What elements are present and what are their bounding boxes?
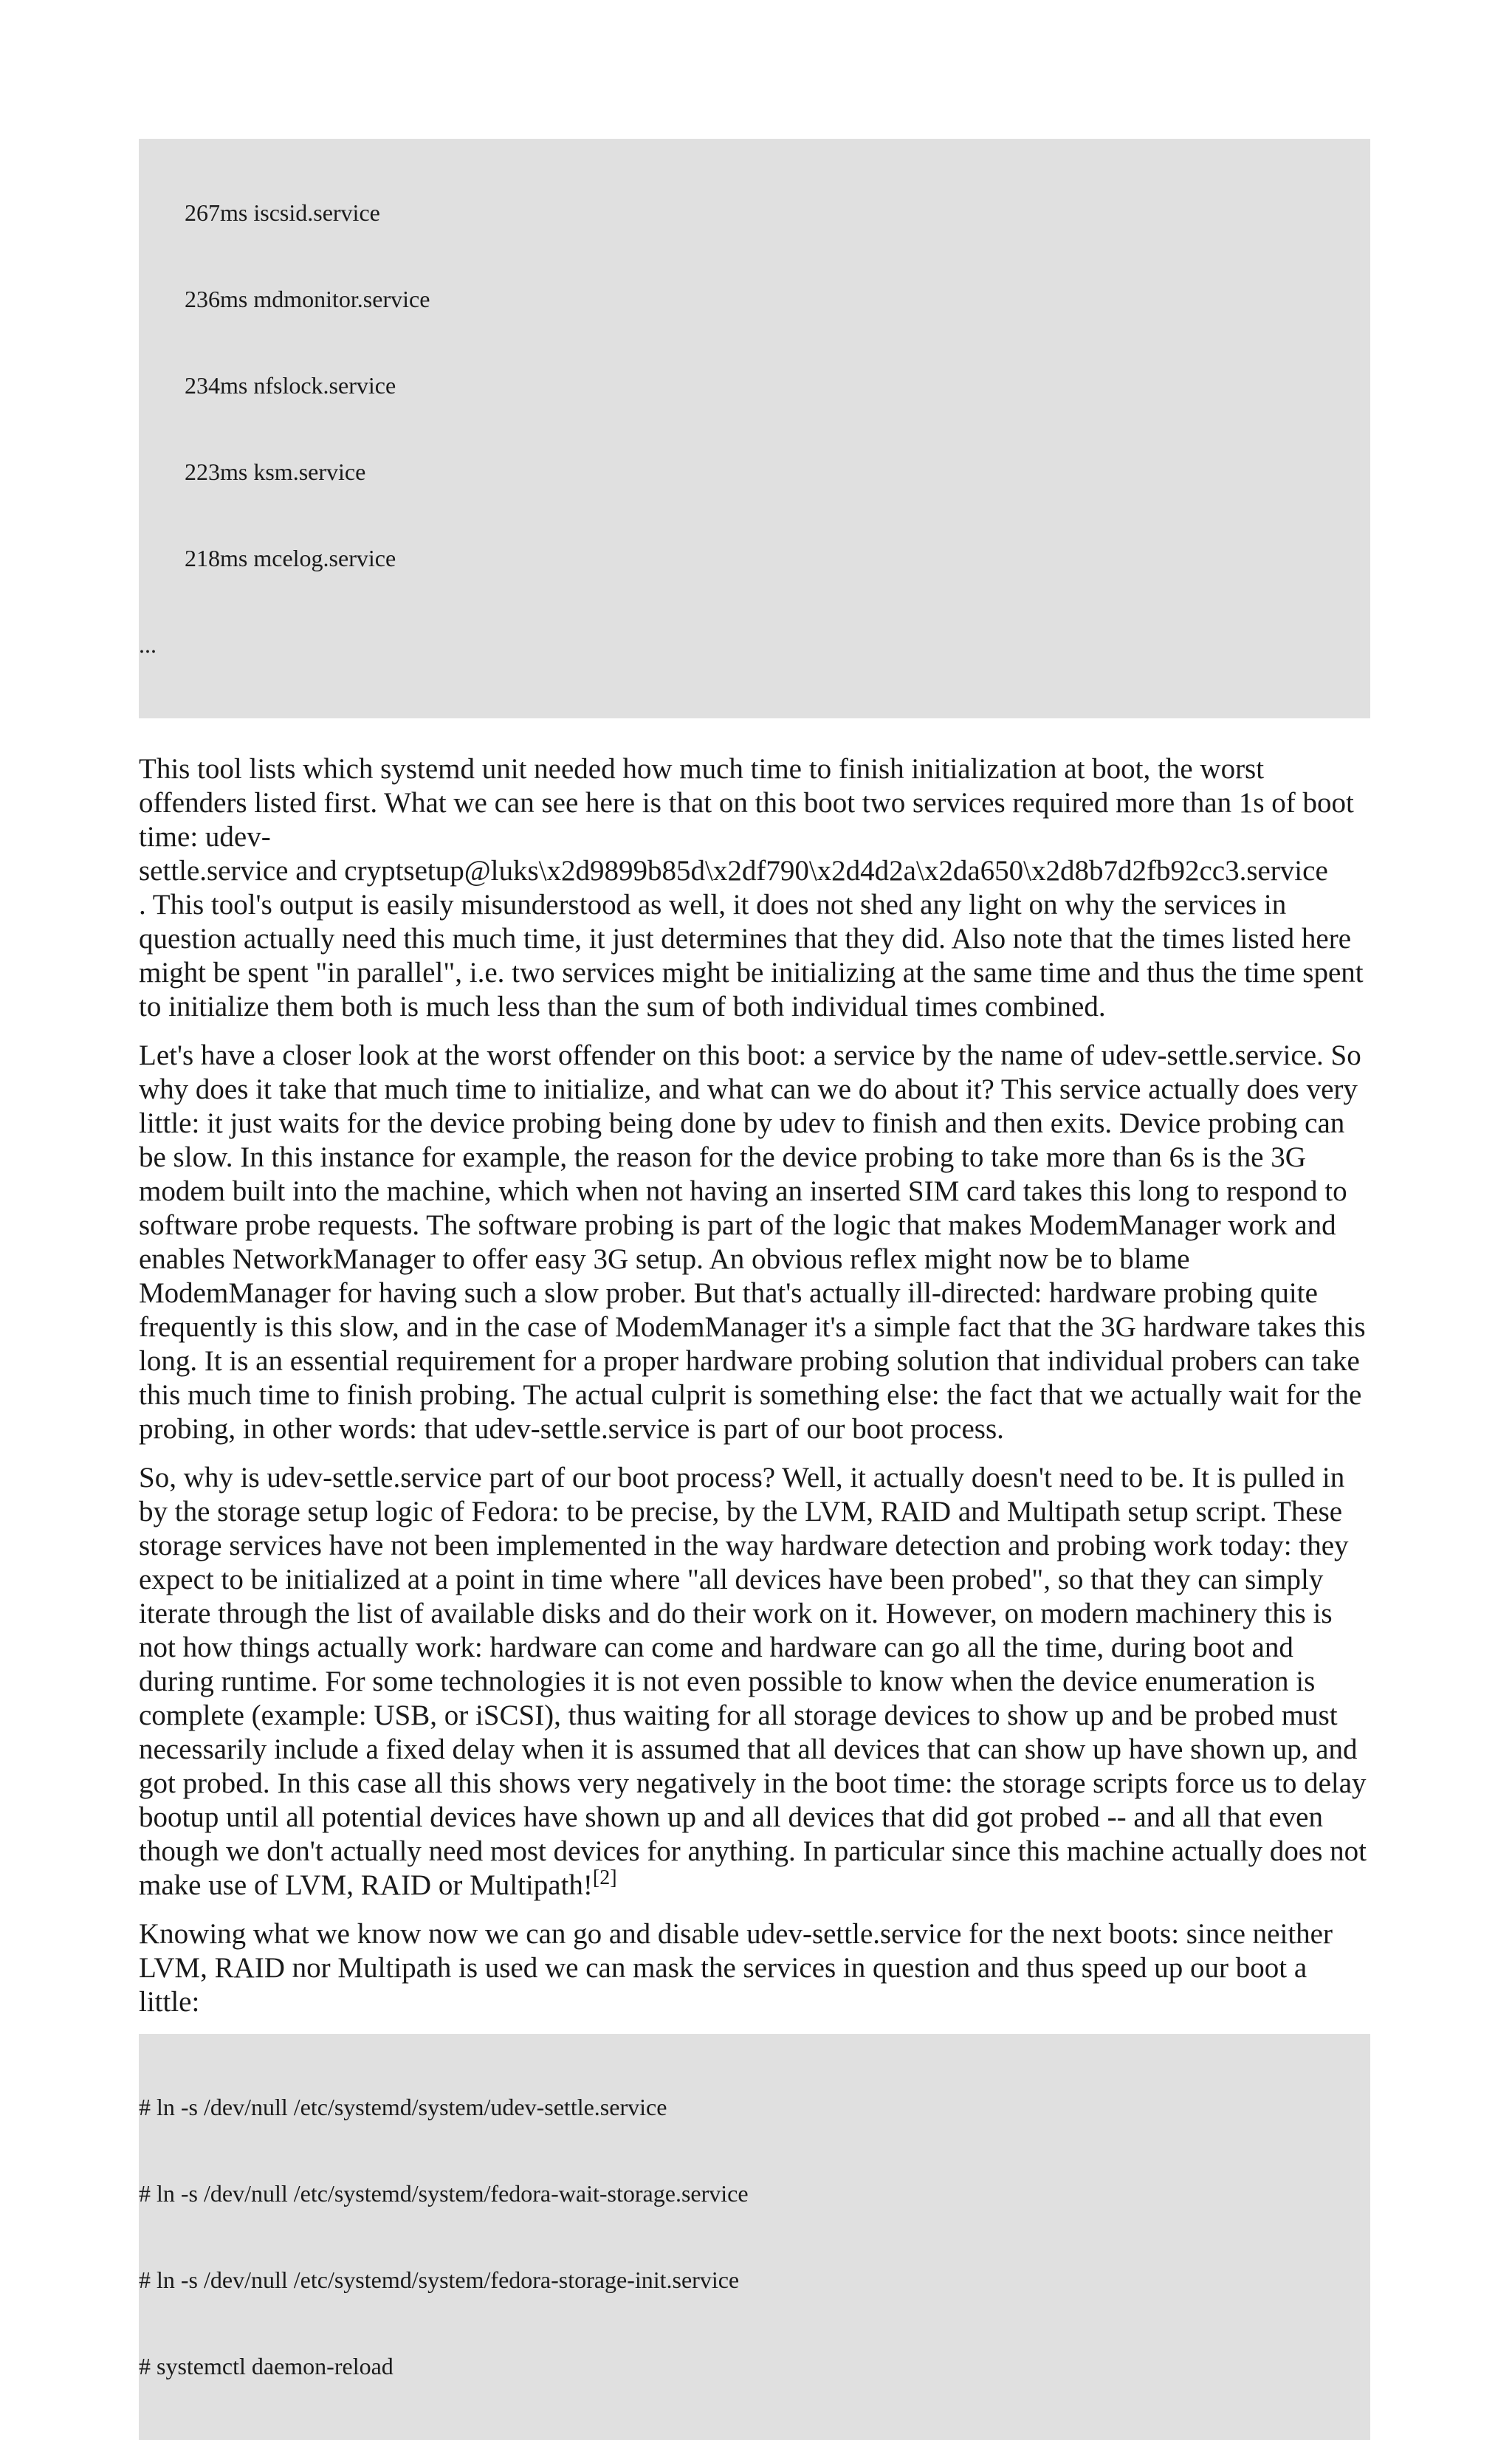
code-line: # ln -s /dev/null /etc/systemd/system/fedora-storage-init.service bbox=[139, 2267, 740, 2293]
paragraph-disable-services: Knowing what we know now we can go and disable udev-settle.service for the next boots: since neither LVM, RAID nor Multipath is used we can mask the services in question and thus speed up our boot a little: bbox=[139, 1918, 1333, 2018]
paragraph-text: . This tool's output is easily misunderstood as well, it does not shed any light on why the services in question actually need this much time, it just determines that they did. Also note that the times listed here might be spent "in parallel", i.e. two services might be initializing at the same time and thus the time spent to initialize them both is much less than the sum of both individual times combined. bbox=[139, 889, 1364, 1023]
code-line: # ln -s /dev/null /etc/systemd/system/fedora-wait-storage.service bbox=[139, 2180, 749, 2207]
code-ellipsis: ... bbox=[139, 631, 157, 658]
paragraph-storage-setup bbox=[139, 1461, 1370, 1903]
code-block-mask-commands bbox=[139, 2034, 1370, 2440]
service-names-text: settle.service and cryptsetup@luks\x2d9899b85d\x2df790\x2d4d2a\x2da650\x2d8b7d2fb92cc3.service bbox=[139, 855, 1328, 887]
paragraph-udev-settle: Let's have a closer look at the worst offender on this boot: a service by the name of udev-settle.service. So why does it take that much time to initialize, and what can we do about it? This service actually does very little: it just waits for the device probing being done by udev to finish and then exits. Device probing can be slow. In this instance for example, the reason for the device probing to take more than 6s is the 3G modem built into the machine, which when not having an inserted SIM card takes this long to respond to software probe requests. The software probing is part of the logic that makes ModemManager work and enables NetworkManager to offer easy 3G setup. An obvious reflex might now be to blame ModemManager for having such a slow prober. But that's actually ill-directed: hardware probing quite frequently is this slow, and in the case of ModemManager it's a simple fact that the 3G hardware takes this long. It is an essential requirement for a proper hardware probing solution that individual probers can take this much time to finish probing. The actual culprit is something else: the fact that we actually wait for the probing, in other words: that udev-settle.service is part of our boot process. bbox=[139, 1039, 1366, 1445]
paragraph-text: This tool lists which systemd unit needed how much time to finish initialization at boot, the worst offenders listed first. What we can see here is that on this boot two services required more than 1s of boot time: udev- bbox=[139, 753, 1354, 853]
code-line: # systemctl daemon-reload bbox=[139, 2353, 394, 2379]
code-line: 218ms mcelog.service bbox=[185, 545, 396, 571]
code-line: 267ms iscsid.service bbox=[185, 199, 380, 226]
code-line: 234ms nfslock.service bbox=[185, 372, 396, 399]
paragraph-tool-description bbox=[139, 752, 1370, 1024]
code-block-analyze-output bbox=[139, 139, 1370, 718]
paragraph-text: So, why is udev-settle.service part of our boot process? Well, it actually doesn't need to be. It is pulled in by the storage setup logic of Fedora: to be precise, by the LVM, RAID and Multipath setup script. These storage services have not been implemented in the way hardware detection and probing work today: they expect to be initialized at a point in time where "all devices have been probed", so that they can simply iterate through the list of available disks and do their work on it. However, on modern machinery this is not how things actually work: hardware can come and hardware can go all the time, during boot and during runtime. For some technologies it is not even possible to know when the device enumeration is complete (example: USB, or iSCSI), thus waiting for all storage devices to show up and be probed must necessarily include a fixed delay when it is assumed that all devices that can show up have shown up, and got probed. In this case all this shows very negatively in the boot time: the storage scripts force us to delay bootup until all potential devices have shown up and all devices that did got probed -- and all that even though we don't actually need most devices for anything. In particular since this machine actually does not make use of LVM, RAID or Multipath! bbox=[139, 1462, 1367, 1901]
code-line: # ln -s /dev/null /etc/systemd/system/udev-settle.service bbox=[139, 2094, 667, 2120]
document-page bbox=[139, 139, 1370, 2440]
code-line: 236ms mdmonitor.service bbox=[185, 286, 430, 312]
code-line: 223ms ksm.service bbox=[185, 458, 366, 485]
footnote-link[interactable]: [2] bbox=[592, 1866, 617, 1889]
